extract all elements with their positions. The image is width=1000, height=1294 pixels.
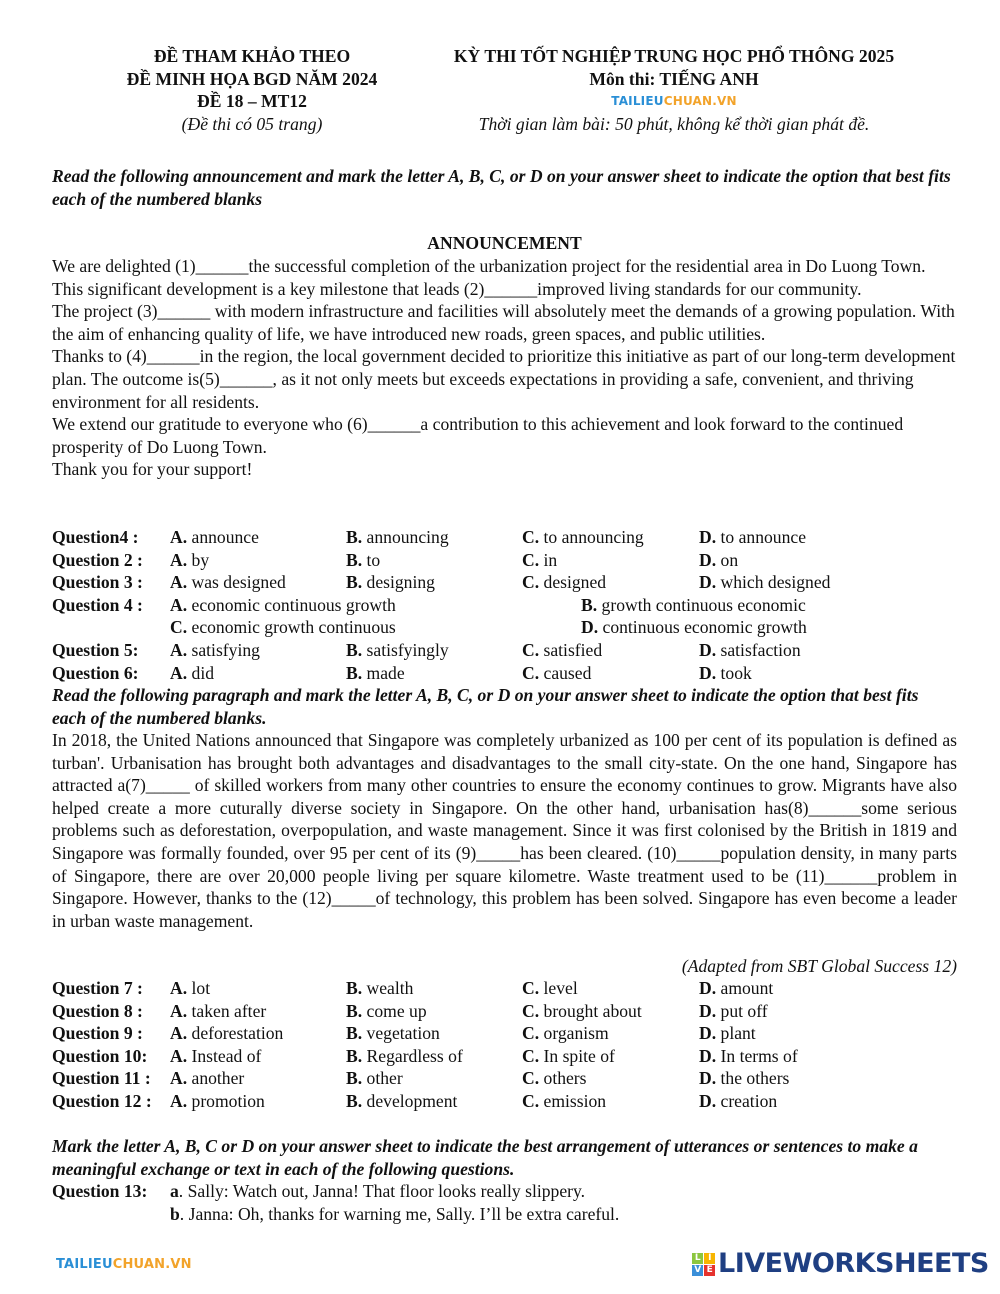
time-note: Thời gian làm bài: 50 phút, không kể thời gian phát đề.: [478, 114, 870, 135]
option-letter: C.: [522, 978, 540, 998]
option-c[interactable]: [522, 549, 557, 572]
option-letter: C.: [522, 1045, 540, 1066]
option-c[interactable]: [522, 662, 591, 685]
option-letter: D.: [699, 1000, 717, 1021]
announcement-paragraph: We extend our gratitude to everyone who (6)______a contribution to this achievement and look forward to the continued prosperity of Do Luong Town.: [52, 414, 904, 457]
option-letter: C.: [522, 1090, 540, 1111]
question-label: Question 4 :: [52, 594, 143, 615]
option-text: satisfying: [191, 639, 260, 660]
option-c[interactable]: [522, 571, 606, 594]
option-text: by: [191, 549, 210, 570]
announcement-title: ANNOUNCEMENT: [427, 233, 582, 253]
tailieuchuan-logo: [404, 90, 944, 110]
section1-questions: [52, 526, 957, 684]
option-letter: B.: [346, 639, 363, 660]
option-text: in: [543, 549, 558, 570]
option-text: to announcing: [543, 527, 644, 547]
option-c[interactable]: [522, 1000, 642, 1023]
header-left: [52, 45, 452, 135]
logo-text: TAILIEU: [56, 1257, 113, 1272]
option-text: took: [720, 662, 752, 683]
option-letter: D.: [699, 639, 717, 660]
option-text: vegetation: [366, 1023, 440, 1044]
option-text: announcing: [366, 527, 449, 547]
option-text: level: [543, 978, 578, 998]
option-letter: C.: [522, 662, 540, 683]
option-letter: A.: [170, 978, 188, 998]
question-label: Question 10:: [52, 1045, 148, 1066]
option-a[interactable]: [170, 1090, 265, 1113]
live-logo-box: [692, 1253, 715, 1276]
option-text: designing: [366, 572, 435, 593]
section3-instruction: Mark the letter A, B, C or D on your answer sheet to indicate the best arrangement of utterances or sentences to make a meaningful exchange or text in each of the following questions.: [52, 1136, 918, 1179]
section2-instruction: Read the following paragraph and mark the letter A, B, C, or D on your answer sheet to indicate the option that best fits each of the numbered blanks.: [52, 685, 919, 728]
option-letter: D.: [699, 527, 717, 547]
question-label: Question 13:: [52, 1181, 148, 1201]
option-text: promotion: [191, 1090, 265, 1111]
question-row: [52, 977, 957, 1000]
option-b[interactable]: [346, 977, 413, 1000]
utterance-key: a: [170, 1181, 179, 1201]
option-letter: A.: [170, 594, 188, 615]
option-d[interactable]: [699, 977, 773, 1000]
option-b[interactable]: [346, 571, 435, 594]
question-row: [52, 616, 957, 639]
option-text: creation: [720, 1090, 778, 1111]
option-text: on: [720, 549, 739, 570]
option-b[interactable]: [346, 1067, 403, 1090]
page-count-note: (Đề thi có 05 trang): [181, 113, 323, 134]
option-text: taken after: [191, 1000, 267, 1021]
question-row: [52, 594, 957, 617]
option-letter: C.: [522, 527, 540, 547]
source-note: (Adapted from SBT Global Success 12): [681, 956, 957, 976]
option-letter: C.: [522, 639, 540, 660]
announcement-paragraph: The project (3)______ with modern infrastructure and facilities will absolutely meet the demands of a growing population. With the aim of enhancing quality of life, we have introduced new roads, green spaces, and public utilities.: [52, 301, 955, 344]
question-row: [52, 1180, 957, 1203]
option-d[interactable]: [699, 571, 830, 594]
option-letter: B.: [346, 978, 363, 998]
question-row: [52, 1067, 957, 1090]
option-b[interactable]: [346, 639, 449, 662]
question-row: [52, 571, 957, 594]
logo-letter: I: [704, 1253, 715, 1264]
liveworksheets-logo: [692, 1248, 989, 1280]
option-text: deforestation: [191, 1023, 284, 1044]
option-c[interactable]: [522, 1067, 587, 1090]
option-text: continuous economic growth: [602, 617, 807, 638]
option-a[interactable]: [170, 1022, 283, 1045]
option-d[interactable]: [699, 1022, 756, 1045]
announcement-body: [52, 255, 957, 481]
option-letter: C.: [522, 1068, 540, 1089]
option-d[interactable]: [699, 1090, 777, 1113]
announcement-paragraph: Thank you for your support!: [52, 459, 253, 480]
option-letter: A.: [170, 639, 188, 660]
option-text: to announce: [720, 527, 807, 547]
option-text: others: [543, 1068, 587, 1089]
option-letter: D.: [699, 978, 717, 998]
option-text: economic continuous growth: [191, 594, 396, 615]
option-letter: C.: [522, 1023, 540, 1044]
option-text: did: [191, 662, 214, 683]
option-b[interactable]: [581, 594, 806, 617]
question-row: [52, 1000, 957, 1023]
header-left-line: ĐỀ MINH HỌA BGD NĂM 2024: [126, 68, 378, 89]
question-row: [52, 549, 957, 572]
option-text: come up: [366, 1000, 427, 1021]
option-text: In terms of: [720, 1045, 798, 1066]
option-letter: A.: [170, 1090, 188, 1111]
option-b[interactable]: [346, 1045, 463, 1068]
option-a[interactable]: [170, 1000, 266, 1023]
option-text: the others: [720, 1068, 790, 1089]
footer-tailieuchuan-logo: [56, 1254, 192, 1277]
option-letter: B.: [346, 1068, 363, 1089]
option-a[interactable]: [170, 1045, 261, 1068]
option-letter: A.: [170, 549, 188, 570]
option-letter: B.: [346, 527, 363, 547]
option-c[interactable]: [522, 639, 602, 662]
option-letter: B.: [346, 1023, 363, 1044]
option-letter: B.: [346, 1045, 363, 1066]
option-text: lot: [191, 978, 211, 998]
option-text: Regardless of: [366, 1045, 463, 1066]
question-label: Question 12 :: [52, 1090, 152, 1111]
question-13: [52, 1180, 957, 1225]
option-letter: B.: [346, 662, 363, 683]
option-letter: A.: [170, 1045, 188, 1066]
header-right: [404, 45, 944, 136]
option-text: brought about: [543, 1000, 642, 1021]
question-label: Question 9 :: [52, 1023, 143, 1044]
option-letter: D.: [699, 662, 717, 683]
option-text: caused: [543, 662, 592, 683]
option-b[interactable]: [346, 526, 449, 549]
option-text: put off: [720, 1000, 768, 1021]
question-row: [52, 1203, 957, 1226]
option-text: amount: [720, 978, 774, 998]
option-letter: A.: [170, 527, 188, 547]
option-b[interactable]: [346, 1000, 427, 1023]
option-d[interactable]: [699, 526, 806, 549]
option-letter: B.: [346, 549, 363, 570]
logo-text: LIVEWORKSHEETS: [718, 1248, 989, 1280]
option-d[interactable]: [699, 1045, 798, 1068]
question-label: Question 2 :: [52, 549, 143, 570]
option-text: wealth: [366, 978, 414, 998]
section2-questions: [52, 977, 957, 1113]
question-label: Question 11 :: [52, 1068, 151, 1089]
option-letter: C.: [522, 572, 540, 593]
option-text: development: [366, 1090, 458, 1111]
option-a[interactable]: [170, 571, 286, 594]
announcement-paragraph: Thanks to (4)______in the region, the local government decided to prioritize this initiative as part of our long-term development plan. The outcome is(5)______, as it not only meets but exceeds expectations in providing a safe, convenient, and thriving environment for all residents.: [52, 346, 956, 412]
question-row: [52, 1022, 957, 1045]
logo-letter: L: [692, 1253, 703, 1264]
option-a[interactable]: [170, 526, 259, 549]
option-d[interactable]: [699, 1067, 789, 1090]
option-d[interactable]: [581, 616, 807, 639]
logo-letter: E: [704, 1265, 715, 1276]
option-letter: C.: [522, 1000, 540, 1021]
option-c[interactable]: [522, 1045, 615, 1068]
question-label: Question 5:: [52, 639, 139, 660]
option-b[interactable]: [346, 1090, 457, 1113]
logo-text: CHUAN.VN: [663, 94, 737, 109]
option-letter: B.: [346, 1000, 363, 1021]
option-b[interactable]: [346, 1022, 440, 1045]
question-row: [52, 1045, 957, 1068]
option-text: announce: [191, 527, 259, 547]
question-label: Question 7 :: [52, 978, 143, 998]
option-letter: A.: [170, 662, 188, 683]
question-label: Question 6:: [52, 662, 139, 683]
option-a[interactable]: [170, 1067, 244, 1090]
announcement-paragraph: We are delighted (1)______the successful completion of the urbanization project for the residential area in Do Luong Town. This significant development is a key milestone that leads (2)______improved living standards for our community.: [52, 256, 926, 299]
option-text: designed: [543, 572, 607, 593]
option-b[interactable]: [346, 662, 405, 685]
question-label: Question 3 :: [52, 572, 143, 593]
logo-text: TAILIEU: [611, 94, 664, 109]
option-text: organism: [543, 1023, 609, 1044]
option-text: to: [366, 549, 381, 570]
option-text: another: [191, 1068, 245, 1089]
question-row: [52, 662, 957, 685]
exam-title: KỲ THI TỐT NGHIỆP TRUNG HỌC PHỔ THÔNG 2025: [453, 46, 895, 66]
option-letter: A.: [170, 1068, 188, 1089]
option-text: Instead of: [191, 1045, 262, 1066]
option-letter: D.: [581, 617, 599, 638]
header-left-line: ĐỀ THAM KHẢO THEO: [153, 46, 351, 66]
exam-subject: Môn thi: TIẾNG ANH: [589, 68, 759, 89]
option-c[interactable]: [522, 1090, 606, 1113]
option-letter: D.: [699, 1045, 717, 1066]
utterance-text: . Sally: Watch out, Janna! That floor looks really slippery.: [178, 1181, 586, 1201]
option-text: made: [366, 662, 405, 683]
option-c[interactable]: [522, 1022, 609, 1045]
question-row: [52, 1090, 957, 1113]
option-text: satisfaction: [720, 639, 801, 660]
logo-letter: V: [692, 1265, 703, 1276]
option-d[interactable]: [699, 1000, 768, 1023]
option-letter: B.: [346, 572, 363, 593]
option-text: economic growth continuous: [191, 617, 396, 638]
option-text: In spite of: [543, 1045, 615, 1066]
option-d[interactable]: [699, 662, 752, 685]
option-c[interactable]: [170, 616, 396, 639]
header-left-line: ĐỀ 18 – MT12: [197, 91, 307, 112]
reading-passage: In 2018, the United Nations announced that Singapore was completely urbanized as 100 per cent of its population is defined as turban'. Urbanisation has brought both advantages and disadvantages to the small city-state. On the one hand, Singapore has attracted a(7)_____ of skilled workers from many other countries to ensure the economy continues to grow. Migrants have also helped create a more cuturally diverse society in Singapore. On the other hand, urbanisation has(8)______some serious problems such as deforestation, overpopulation, and waste management. Since it was first colonised by the British in 1819 and Singapore was formally founded, over 95 per cent of its (9)_____has been cleared. (10)_____population density, in many parts of Singapore, there are over 20,000 people living per square kilometre. Waste treatment used to be (11)______problem in Singapore. However, thanks to the (12)_____of technology, this problem has been solved. Singapore has even become a leader in urban waste management.: [52, 730, 957, 931]
option-c[interactable]: [522, 977, 578, 1000]
option-text: satisfied: [543, 639, 603, 660]
question-label: Question 8 :: [52, 1000, 143, 1021]
option-letter: A.: [170, 1023, 188, 1044]
option-letter: D.: [699, 1090, 717, 1111]
option-text: other: [366, 1068, 403, 1089]
option-a[interactable]: [170, 662, 214, 685]
question-row: [52, 526, 957, 549]
option-a[interactable]: [170, 549, 209, 572]
option-letter: C.: [170, 617, 188, 638]
option-letter: B.: [346, 1090, 363, 1111]
option-letter: A.: [170, 572, 188, 593]
option-d[interactable]: [699, 549, 738, 572]
option-text: which designed: [720, 572, 831, 593]
option-text: emission: [543, 1090, 607, 1111]
option-a[interactable]: [170, 594, 396, 617]
utterance-text: . Janna: Oh, thanks for warning me, Sally. I’ll be extra careful.: [179, 1203, 620, 1224]
option-text: growth continuous economic: [601, 594, 806, 615]
option-c[interactable]: [522, 526, 644, 549]
utterance-key: b: [170, 1203, 180, 1224]
option-text: satisfyingly: [366, 639, 449, 660]
option-letter: A.: [170, 1000, 188, 1021]
option-letter: D.: [699, 549, 717, 570]
option-letter: C.: [522, 549, 540, 570]
option-text: plant: [720, 1023, 756, 1044]
option-b[interactable]: [346, 549, 380, 572]
option-letter: D.: [699, 1023, 717, 1044]
utterance-a: [170, 1180, 585, 1203]
logo-text: CHUAN.VN: [112, 1257, 192, 1272]
question-row: [52, 639, 957, 662]
utterance-b: [170, 1203, 619, 1226]
option-a[interactable]: [170, 977, 210, 1000]
option-letter: D.: [699, 1068, 717, 1089]
question-label: Question4 :: [52, 527, 139, 547]
option-a[interactable]: [170, 639, 260, 662]
option-letter: B.: [581, 594, 598, 615]
option-text: was designed: [191, 572, 286, 593]
option-d[interactable]: [699, 639, 801, 662]
section1-instruction: Read the following announcement and mark the letter A, B, C, or D on your answer sheet to indicate the option that best fits each of the numbered blanks: [52, 166, 951, 209]
option-letter: D.: [699, 572, 717, 593]
